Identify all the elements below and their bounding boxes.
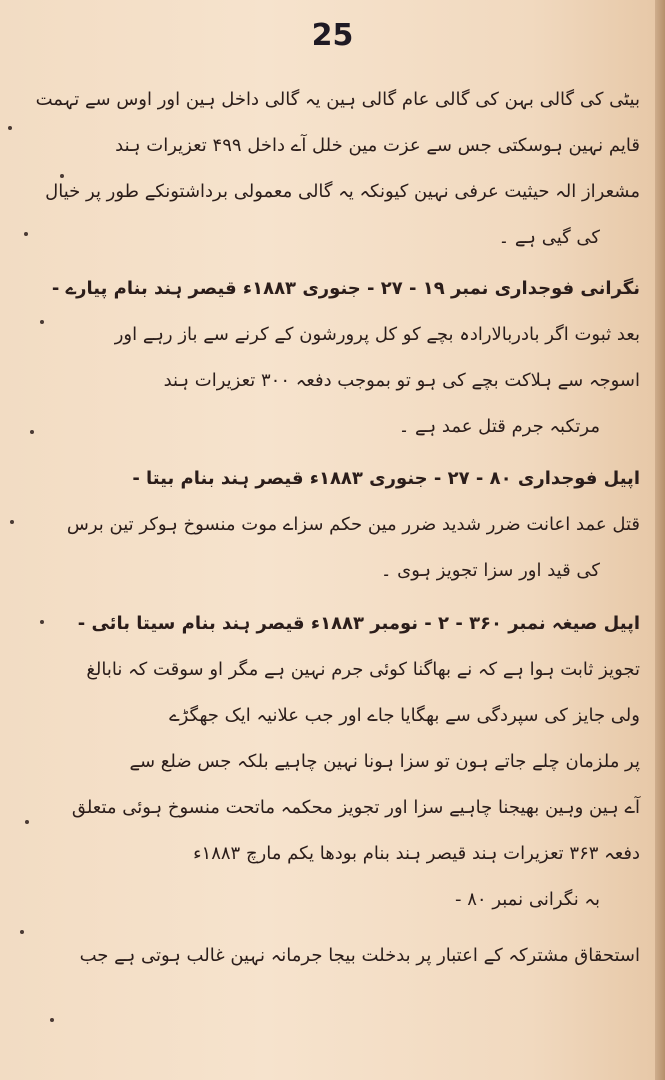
page-number: 25	[311, 18, 354, 53]
margin-mark	[40, 320, 44, 324]
text-line: مرتکبہ جرم قتل عمد ہے ۔	[398, 416, 600, 437]
text-line: استحقاق مشترکہ کے اعتبار پر بدخلت بیجا جرمانہ نہین غالب ہوتی ہے جب	[79, 945, 640, 966]
text-line: مشعراز الہ حیثیت عرفی نہین کیونکہ یہ گالی معمولی برداشتونکے طور پر خیال	[45, 181, 640, 202]
text-line: ولی جایز کی سپردگی سے بھگایا جاے اور جب علانیہ ایک جھگڑے	[169, 705, 640, 726]
case-heading: نگرانی فوجداری نمبر ۱۹ - ۲۷ - جنوری ۱۸۸۳ء قیصر ہند بنام پیارے -	[51, 278, 640, 299]
margin-mark	[20, 930, 24, 934]
margin-mark	[25, 820, 29, 824]
page-edge	[655, 0, 665, 1080]
text-line: دفعہ ۳۶۳ تعزیرات ہند قیصر ہند بنام بودھا یکم مارچ ۱۸۸۳ء	[193, 843, 640, 864]
text-line: قایم نہین ہوسکتی جس سے عزت مین خلل آے داخل ۴۹۹ تعزیرات ہند	[115, 135, 640, 156]
text-line: تجویز ثابت ہوا ہے کہ نے بھاگنا کوئی جرم نہین ہے مگر او سوقت کہ نابالغ	[86, 659, 640, 680]
text-line: کی قید اور سزا تجویز ہوی ۔	[380, 560, 600, 581]
margin-mark	[24, 232, 28, 236]
margin-mark	[50, 1018, 54, 1022]
margin-mark	[10, 520, 14, 524]
case-heading: اپیل صیغہ نمبر ۳۶۰ - ۲ - نومبر ۱۸۸۳ء قیصر ہند بنام سیتا بائی -	[77, 613, 640, 634]
text-line: بعد ثبوت اگر بادربالارادہ بچے کو کل پرورشون کے کرنے سے باز رہے اور	[114, 324, 640, 345]
text-line: بہ نگرانی نمبر ۸۰ -	[455, 889, 600, 910]
case-heading: اپیل فوجداری ۸۰ - ۲۷ - جنوری ۱۸۸۳ء قیصر ہند بنام بیتا -	[132, 468, 640, 489]
margin-mark	[40, 620, 44, 624]
margin-mark	[8, 126, 12, 130]
text-line: بیٹی کی گالی بہن کی گالی عام گالی ہین یہ گالی داخل ہین اور اوس سے تہمت	[35, 89, 640, 110]
text-line: قتل عمد اعانت ضرر شدید ضرر مین حکم سزاے موت منسوخ ہوکر تین برس	[66, 514, 640, 535]
text-line: اسوجہ سے ہلاکت بچے کی ہو تو بموجب دفعہ ۳۰۰ تعزیرات ہند	[163, 370, 640, 391]
text-line: پر ملزمان چلے جاتے ہون تو سزا ہونا نہین چاہیے بلکہ جس ضلع سے	[129, 751, 640, 772]
text-line: آے ہین وہین بھیجنا چاہیے سزا اور تجویز محکمہ ماتحت منسوخ ہوئی متعلق	[71, 797, 640, 818]
text-line: کی گیی ہے ۔	[498, 227, 600, 248]
margin-mark	[60, 174, 64, 178]
margin-mark	[30, 430, 34, 434]
